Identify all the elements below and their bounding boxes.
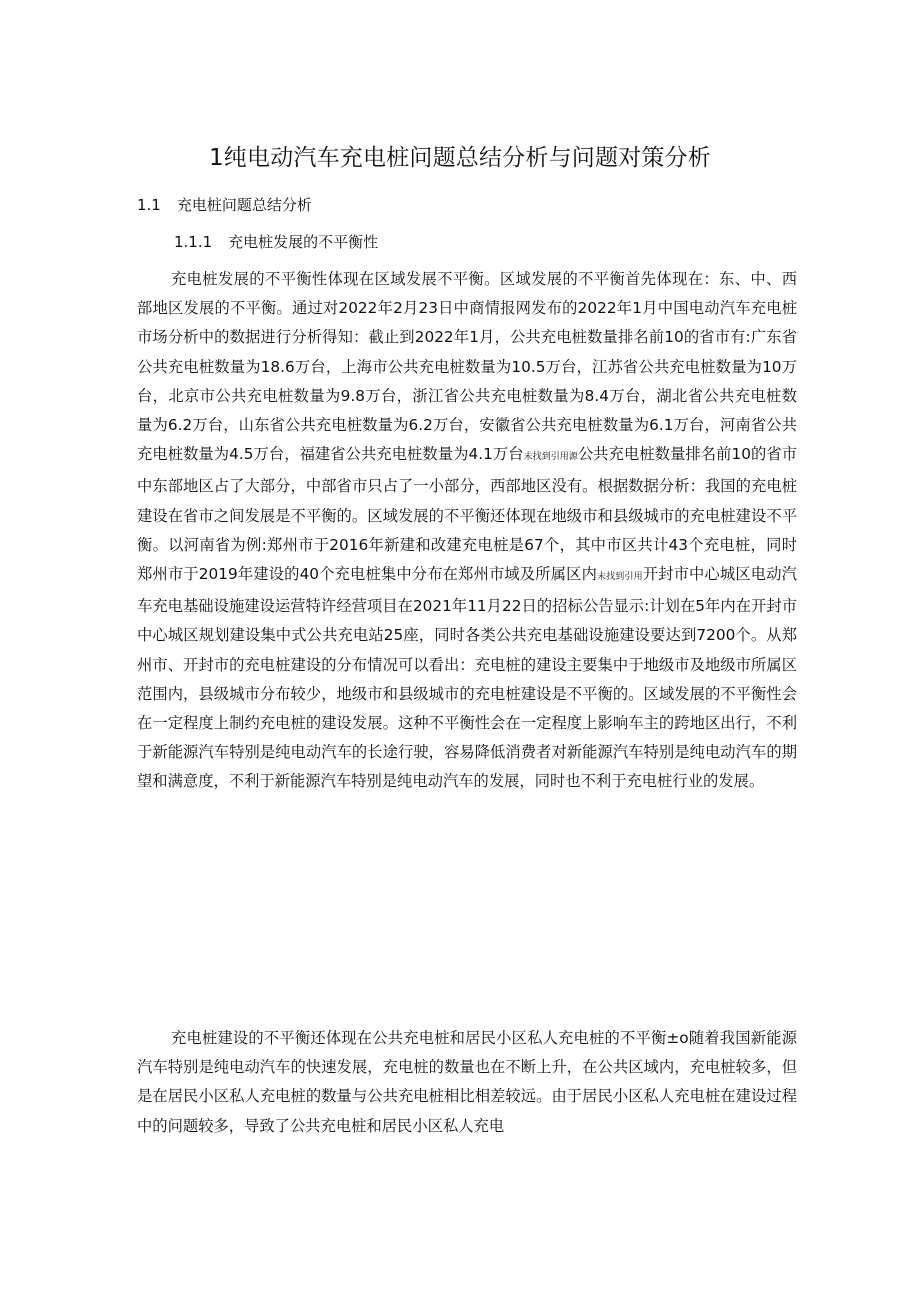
subsection-heading <box>174 230 378 254</box>
section-heading <box>137 193 312 217</box>
paragraph-1-part-2: 公共充电桩数量排名前10的省市中东部地区占了大部分，中部省市只占了一小部分，西部地区没有。根据数据分析：我国的充电桩建设在省市之间发展是不平衡的。区域发展的不平衡还体现在地级市和县级城市的充电桩建设不平衡。以河南省为例:郑州市于2016年新建和改建充电桩是67个，其中市区共计43个充电桩，同时郑州市于2019年建设的40个充电桩集中分布在郑州市域及所属区内 <box>137 445 798 584</box>
subsection-number: 1.1.1 <box>174 233 213 251</box>
section-number: 1.1 <box>137 196 161 214</box>
body-paragraph-2: 充电桩建设的不平衡还体现在公共充电桩和居民小区私人充电桩的不平衡±o随着我国新能源汽车特别是纯电动汽车的快速发展，充电桩的数量也在不断上升，在公共区域内，充电桩较多，但是在居民小区私人充电桩的数量与公共充电桩相比相差较远。由于居民小区私人充电桩在建设过程中的问题较多，导致了公共充电桩和居民小区私人充电 <box>137 1029 797 1135</box>
subsection-title: 充电桩发展的不平衡性 <box>228 233 379 251</box>
body-paragraph-1 <box>137 265 797 797</box>
section-title: 充电桩问题总结分析 <box>176 196 312 214</box>
document-title: 1纯电动汽车充电桩问题总结分析与问题对策分析 <box>208 145 712 171</box>
paragraph-1-part-1: 充电桩发展的不平衡性体现在区域发展不平衡。区域发展的不平衡首先体现在：东、中、西部地区发展的不平衡。通过对2022年2月23日中商情报网发布的2022年1月中国电动汽车充电桩市场分析中的数据进行分析得知：截止到2022年1月，公共充电桩数量排名前10的省市有:广东省公共充电桩数量为18.6万台，上海市公共充电桩数量为10.5万台，江苏省公共充电桩数量为10万台，北京市公共充电桩数量为9.8万台，浙江省公共充电桩数量为8.4万台，湖北省公共充电桩数量为6.2万台，山东省公共充电桩数量为6.2万台，安徽省公共充电桩数量为6.1万台，河南省公共充电桩数量为4.5万台，福建省公共充电桩数量为4.1万台 <box>137 270 797 464</box>
reference-error-note-2: 未找到引用 <box>597 572 643 583</box>
paragraph-1-part-3: 开封市中心城区电动汽车充电基础设施建设运营特许经营项目在2021年11月22日的招标公告显示:计划在5年内在开封市中心城区规划建设集中式公共充电站25座，同时各类公共充电基础设施建设要达到7200个。从郑州市、开封市的充电桩建设的分布情况可以看出：充电桩的建设主要集中于地级市及地级市所属区范围内，县级城市分布较少，地级市和县级城市的充电桩建设是不平衡的。区域发展的不平衡性会在一定程度上制约充电桩的建设发展。这种不平衡性会在一定程度上影响车主的跨地区出行，不利于新能源汽车特别是纯电动汽车的长途行驶，容易降低消费者对新能源汽车特别是纯电动汽车的期望和满意度，不利于新能源汽车特别是纯电动汽车的发展，同时也不利于充电桩行业的发展。 <box>137 565 797 791</box>
reference-error-note-1: 未找到引用源 <box>523 452 578 463</box>
